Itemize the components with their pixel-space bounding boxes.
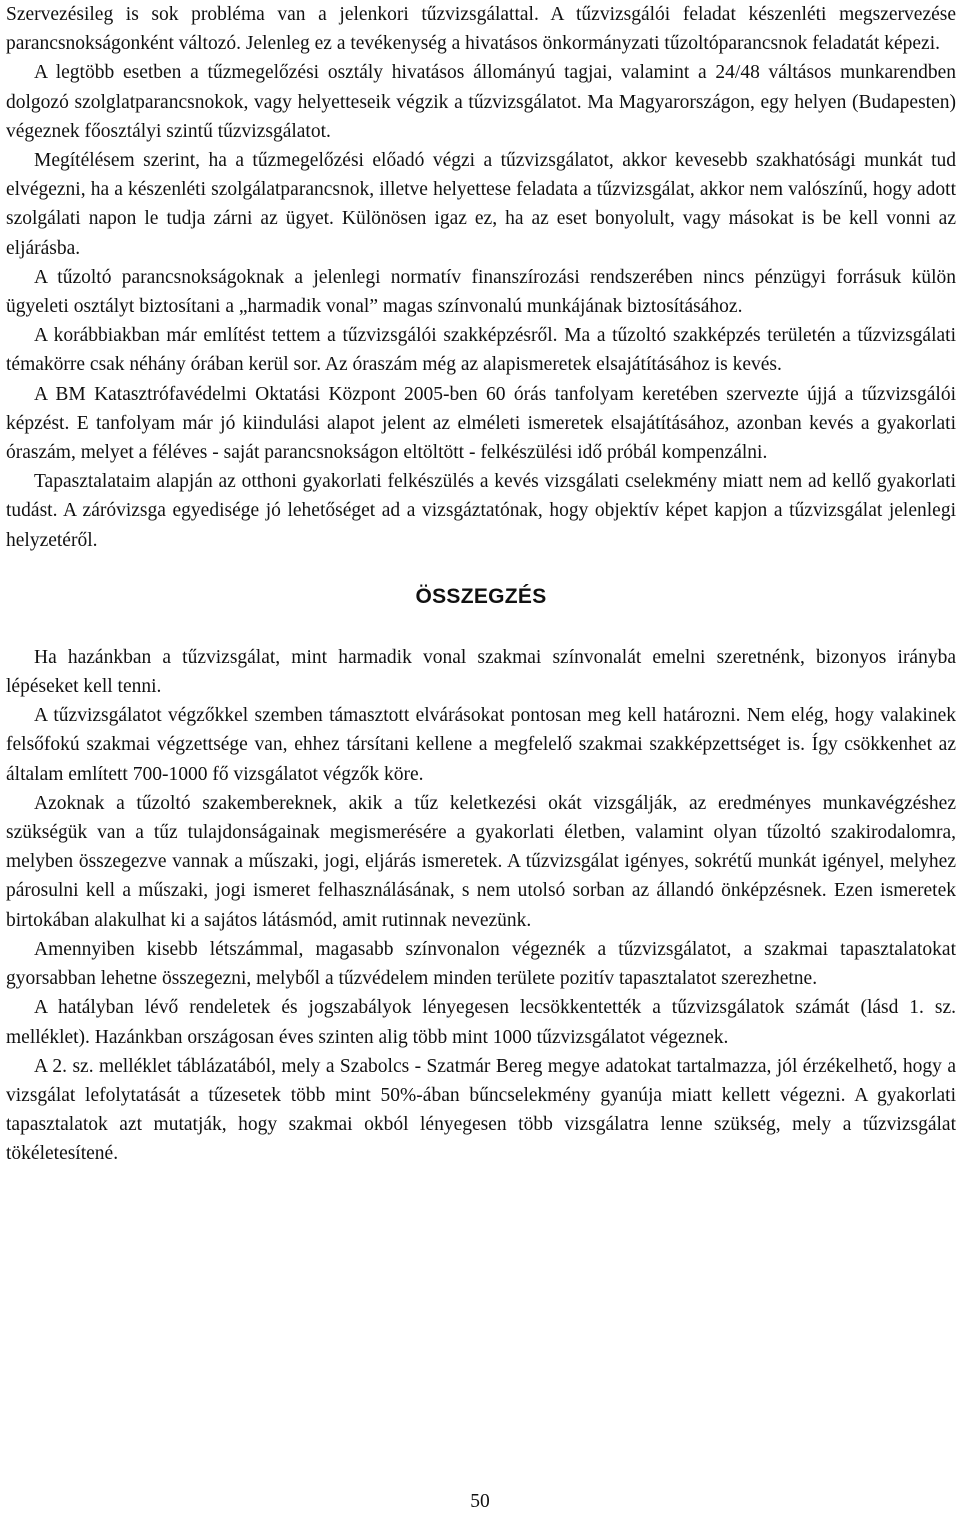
paragraph: A BM Katasztrófavédelmi Oktatási Központ 2005-ben 60 órás tanfolyam keretében szervezte újjá a tűzvizsgálói képzést. E tanfolyam már jó kiindulási alapot jelent az elméleti ismeretek elsajátításához, azonban kevés a gyakorlati óraszám, melyet a féléves - saját parancsnokságon eltöltött - felkészülési idő próbál kompenzálni. bbox=[6, 383, 956, 464]
paragraph: A legtöbb esetben a tűzmegelőzési osztály hivatásos állományú tagjai, valamint a 24/48 váltásos munkarendben dolgozó szolglatparancsnokok, vagy helyetteseik végzik a tűzvizsgálatot. Ma Magyarországon, egy helyen (Budapesten) végeznek főosztályi szintű tűzvizsgálatot. bbox=[6, 62, 956, 142]
paragraph: A 2. sz. melléklet táblázatából, mely a Szabolcs - Szatmár Bereg megye adatokat tartalmazza, jól érzékelhető, hogy a vizsgálat lefolytatását a tűzesetek több mint 50%-ában bűncselekmény gyanúja miatt kellett végezni. A gyakorlati tapasztalatok azt mutatják, hogy szakmai okból lényegesen több vizsgálatra lenne szükség, mely a tűzvizsgálat tökéletesítené. bbox=[6, 1055, 956, 1165]
paragraph: Amennyiben kisebb létszámmal, magasabb színvonalon végeznék a tűzvizsgálatot, a szakmai tapasztalatokat gyorsabban lehetne összegezni, melyből a tűzvédelem minden területe pozitív tapasztalatot szerezhetne. bbox=[6, 938, 956, 990]
paragraph: A tűzvizsgálatot végzőkkel szemben támasztott elvárásokat pontosan meg kell határozni. Nem elég, hogy valakinek felsőfokú szakmai végzettsége van, ehhez társítani kellene a megfelelő szakmai szakképzettséget is. Így csökkenhet az általam említett 700-1000 fő vizsgálatot végzők köre. bbox=[6, 705, 956, 785]
paragraph: A tűzoltó parancsnokságoknak a jelenlegi normatív finanszírozási rendszerében nincs pénzügyi forrásuk külön ügyeleti osztályt biztosítani a „harmadik vonal” magas színvonalú munkájának biztosításához. bbox=[6, 266, 956, 318]
document-page bbox=[6, 0, 956, 1169]
paragraph: Azoknak a tűzoltó szakembereknek, akik a tűz keletkezési okát vizsgálják, az eredményes munkavégzéshez szükségük van a tűz tulajdonságainak megismerésére a gyakorlati életben, valamint olyan tűzoltó szakirodalomra, melyben összegezve vannak a műszaki, jogi, eljárás ismeretek. A tűzvizsgálat igényes, sokrétű munkát igényel, melyhez párosulni kell a műszaki, jogi ismeret felhasználásának, s nem utolsó sorban az állandó önképzésnek. Ezen ismeretek birtokában alakulhat ki a sajátos látásmód, amit rutinnak nevezünk. bbox=[6, 792, 956, 931]
paragraph: Tapasztalataim alapján az otthoni gyakorlati felkészülés a kevés vizsgálati cselekmény miatt nem ad kellő gyakorlati tudást. A záróvizsga egyedisége jó lehetőséget ad a vizsgáztatónak, hogy objektív képet kapjon a tűzvizsgálat jelenlegi helyzetéről. bbox=[6, 471, 956, 551]
paragraph: Megítélésem szerint, ha a tűzmegelőzési előadó végzi a tűzvizsgálatot, akkor kevesebb szakhatósági munkát tud elvégezni, ha a készenléti szolgálatparancsnok, illetve helyettese feladata a tűzvizsgálat, akkor nem valószínű, hogy adott szolgálati napon le tudja zárni az ügyet. Különösen igaz ez, ha az eset bonyolult, vagy másokat is be kell vonni az eljárásba. bbox=[6, 150, 956, 259]
paragraph: A hatályban lévő rendeletek és jogszabályok lényegesen lecsökkentették a tűzvizsgálatok számát (lásd 1. sz. melléklet). Hazánkban országosan éves szinten alig több mint 1000 tűzvizsgálatot végeznek. bbox=[6, 997, 956, 1048]
section-heading: ÖSSZEGZÉS bbox=[415, 584, 547, 608]
paragraph: Szervezésileg is sok probléma van a jelenkori tűzvizsgálattal. A tűzvizsgálói feladat készenléti megszervezése parancsnokságonként változó. Jelenleg ez a tevékenység a hivatásos önkormányzati tűzoltóparancsnok feladatát képezi. bbox=[6, 4, 956, 55]
paragraph: Ha hazánkban a tűzvizsgálat, mint harmadik vonal szakmai színvonalát emelni szeretnénk, bizonyos irányba lépéseket kell tenni. bbox=[6, 646, 956, 698]
page-number: 50 bbox=[470, 1491, 490, 1512]
paragraph: A korábbiakban már említést tettem a tűzvizsgálói szakképzésről. Ma a tűzoltó szakképzés területén a tűzvizsgálati témakörre csak néhány órában kerül sor. Az óraszám még az alapismeretek elsajátításához is kevés. bbox=[6, 325, 956, 376]
